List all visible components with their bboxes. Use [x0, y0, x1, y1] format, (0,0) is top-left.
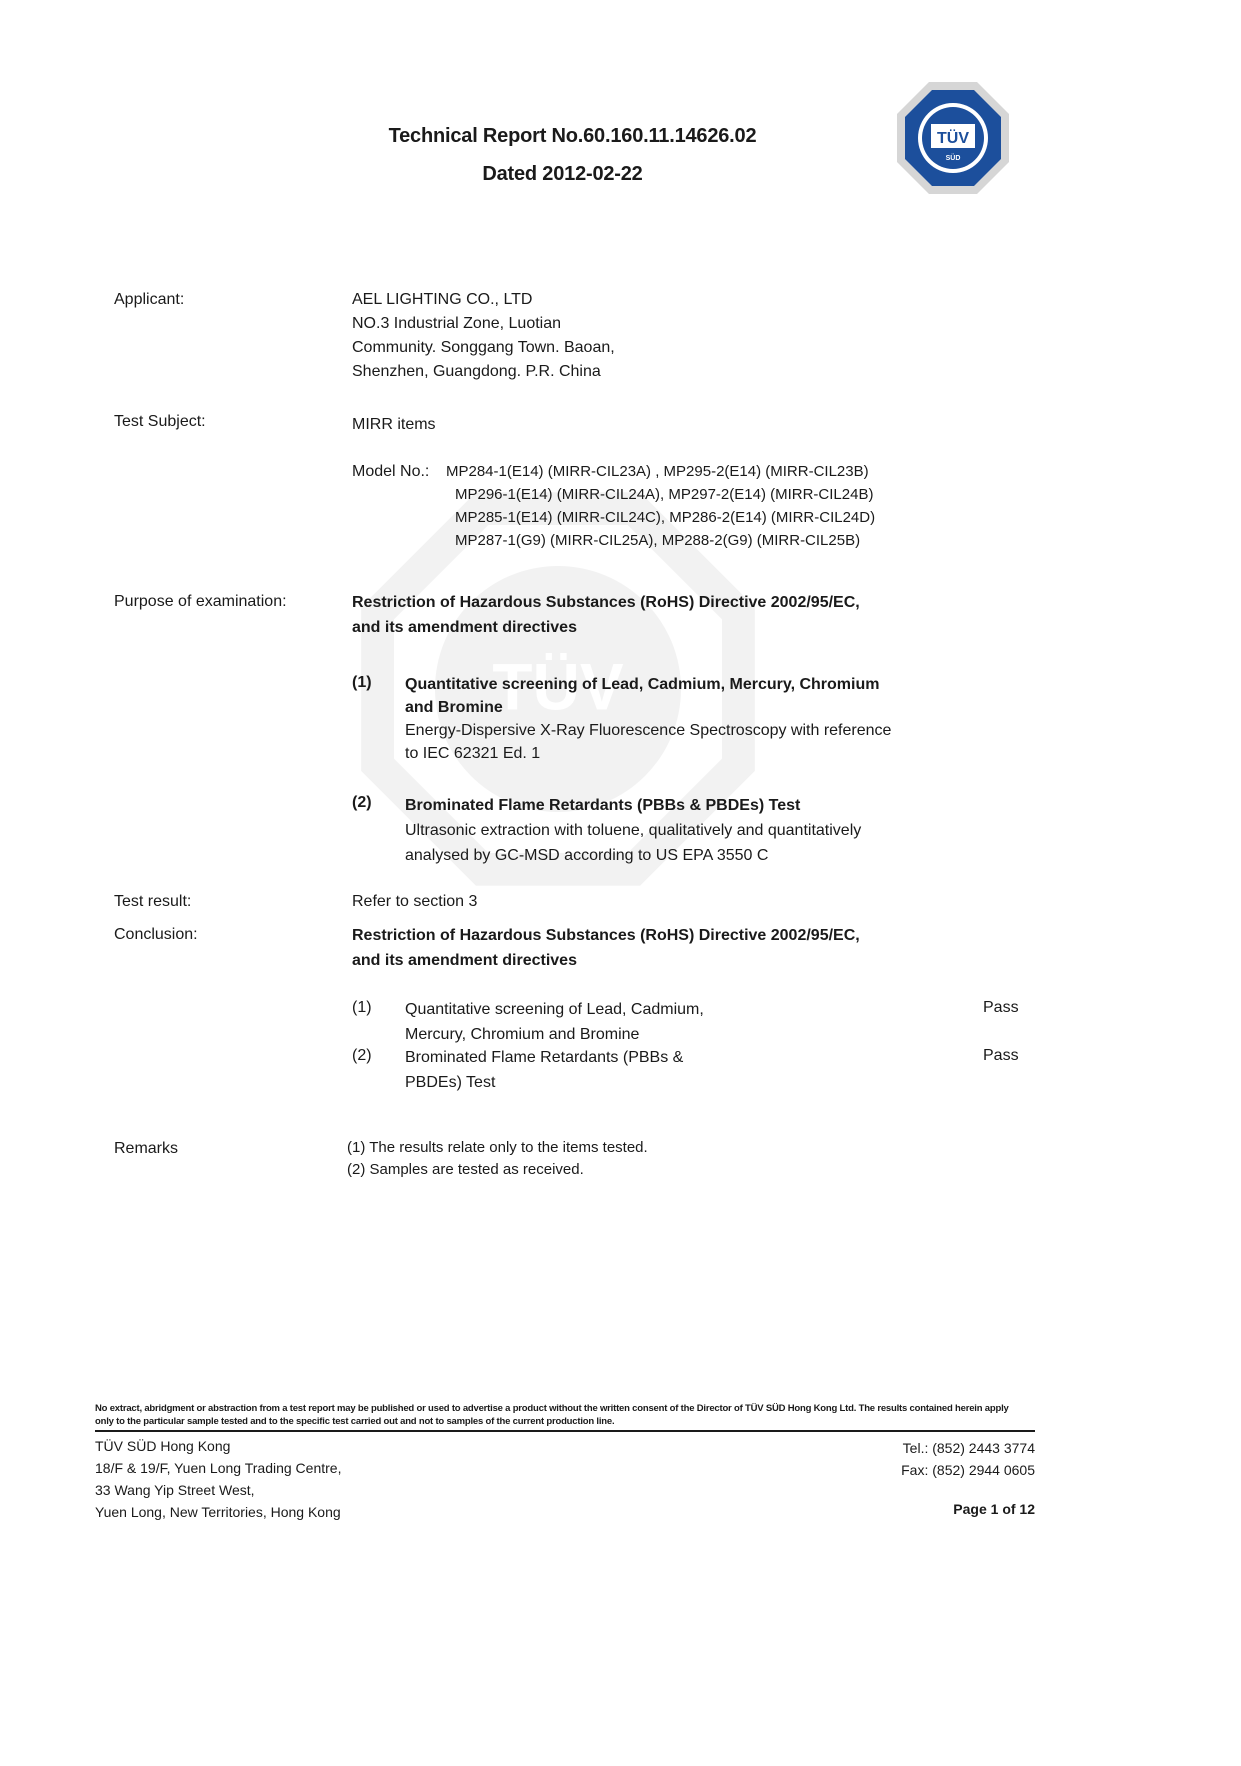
- footer-address-line: Yuen Long, New Territories, Hong Kong: [95, 1504, 341, 1520]
- conclusion-item-text: Brominated Flame Retardants (PBBs &: [405, 1049, 684, 1066]
- report-date: Dated 2012-02-22: [482, 163, 643, 185]
- tuv-sud-logo-icon: [895, 80, 1011, 196]
- footer-tel: Tel.: (852) 2443 3774: [902, 1440, 1035, 1456]
- footer-address-line: TÜV SÜD Hong Kong: [95, 1438, 231, 1454]
- conclusion-item-text: PBDEs) Test: [405, 1074, 496, 1091]
- purpose-heading-line: and its amendment directives: [352, 619, 577, 636]
- svg-text:TÜV: TÜV: [492, 650, 624, 724]
- conclusion-item: [405, 1045, 683, 1095]
- model-line: MP284-1(E14) (MIRR-CIL23A) , MP295-2(E14) (MIRR-CIL23B): [446, 463, 869, 480]
- purpose-item-title: Brominated Flame Retardants (PBBs & PBDEs) Test: [405, 797, 801, 814]
- page-number: Page 1 of 12: [953, 1501, 1035, 1517]
- remarks-line: (1) The results relate only to the items tested.: [347, 1139, 648, 1156]
- conclusion-item-result: Pass: [983, 999, 1019, 1016]
- purpose-item-desc: to IEC 62321 Ed. 1: [405, 745, 541, 762]
- conclusion-item: [405, 997, 704, 1047]
- conclusion-heading: [352, 923, 860, 973]
- model-line: MP287-1(G9) (MIRR-CIL25A), MP288-2(G9) (MIRR-CIL25B): [455, 532, 861, 549]
- purpose-item: [405, 673, 891, 765]
- model-list: [446, 460, 876, 552]
- remarks-line: (2) Samples are tested as received.: [347, 1161, 584, 1178]
- applicant-line: Community. Songgang Town. Baoan,: [352, 339, 615, 356]
- applicant-line: AEL LIGHTING CO., LTD: [352, 291, 533, 308]
- purpose-item-title: and Bromine: [405, 699, 503, 716]
- report-header: [0, 117, 1241, 193]
- conclusion-item-number: (1): [352, 999, 372, 1016]
- conclusion-item-number: (2): [352, 1047, 372, 1064]
- logo-subtext: SÜD: [945, 155, 961, 162]
- purpose-item-number: (2): [352, 794, 372, 811]
- conclusion-item-text: Quantitative screening of Lead, Cadmium,: [405, 1001, 704, 1018]
- footer-divider: [95, 1430, 1035, 1432]
- conclusion-heading-line: and its amendment directives: [352, 952, 577, 969]
- footer-address-line: 33 Wang Yip Street West,: [95, 1482, 255, 1498]
- report-title: Technical Report No.60.160.11.14626.02: [388, 125, 757, 147]
- applicant-line: NO.3 Industrial Zone, Luotian: [352, 315, 562, 332]
- remarks-list: [347, 1137, 648, 1181]
- model-line: MP285-1(E14) (MIRR-CIL24C), MP286-2(E14) (MIRR-CIL24D): [455, 509, 876, 526]
- purpose-heading: [352, 590, 860, 640]
- logo-text: TÜV: [937, 130, 969, 147]
- test-result-value: Refer to section 3: [352, 893, 478, 910]
- footer-address: [95, 1435, 341, 1523]
- footer-disclaimer: No extract, abridgment or abstraction from a test report may be published or used to advertise a product without the written consent of the Director of TÜV SÜD Hong Kong Ltd. The results contained herein apply only to the particular sample tested and to the specific test carried out and not to samples of the current production line.: [95, 1403, 1009, 1427]
- test-subject-value: MIRR items: [352, 416, 436, 433]
- test-subject-label: Test Subject:: [114, 413, 206, 430]
- test-result-label: Test result:: [114, 893, 192, 910]
- purpose-label: Purpose of examination:: [114, 593, 287, 610]
- purpose-heading-line: Restriction of Hazardous Substances (RoHS) Directive 2002/95/EC,: [352, 594, 860, 611]
- model-line: MP296-1(E14) (MIRR-CIL24A), MP297-2(E14) (MIRR-CIL24B): [455, 486, 874, 503]
- conclusion-item-result: Pass: [983, 1047, 1019, 1064]
- model-label: Model No.:: [352, 463, 430, 480]
- footer-contact: [860, 1437, 1035, 1481]
- purpose-item-desc: Energy-Dispersive X-Ray Fluorescence Spectroscopy with reference: [405, 722, 892, 739]
- conclusion-heading-line: Restriction of Hazardous Substances (RoHS) Directive 2002/95/EC,: [352, 927, 860, 944]
- conclusion-item-text: Mercury, Chromium and Bromine: [405, 1026, 640, 1043]
- applicant-line: Shenzhen, Guangdong. P.R. China: [352, 363, 601, 380]
- purpose-item-desc: analysed by GC-MSD according to US EPA 3550 C: [405, 847, 769, 864]
- purpose-item: [405, 793, 861, 868]
- footer-address-line: 18/F & 19/F, Yuen Long Trading Centre,: [95, 1460, 342, 1476]
- footer-fax: Fax: (852) 2944 0605: [901, 1462, 1035, 1478]
- purpose-item-title: Quantitative screening of Lead, Cadmium, Mercury, Chromium: [405, 676, 880, 693]
- purpose-item-desc: Ultrasonic extraction with toluene, qualitatively and quantitatively: [405, 822, 862, 839]
- conclusion-label: Conclusion:: [114, 926, 198, 943]
- applicant-label: Applicant:: [114, 291, 185, 308]
- remarks-label: Remarks: [114, 1140, 179, 1157]
- applicant-value: [352, 288, 615, 384]
- purpose-item-number: (1): [352, 674, 372, 691]
